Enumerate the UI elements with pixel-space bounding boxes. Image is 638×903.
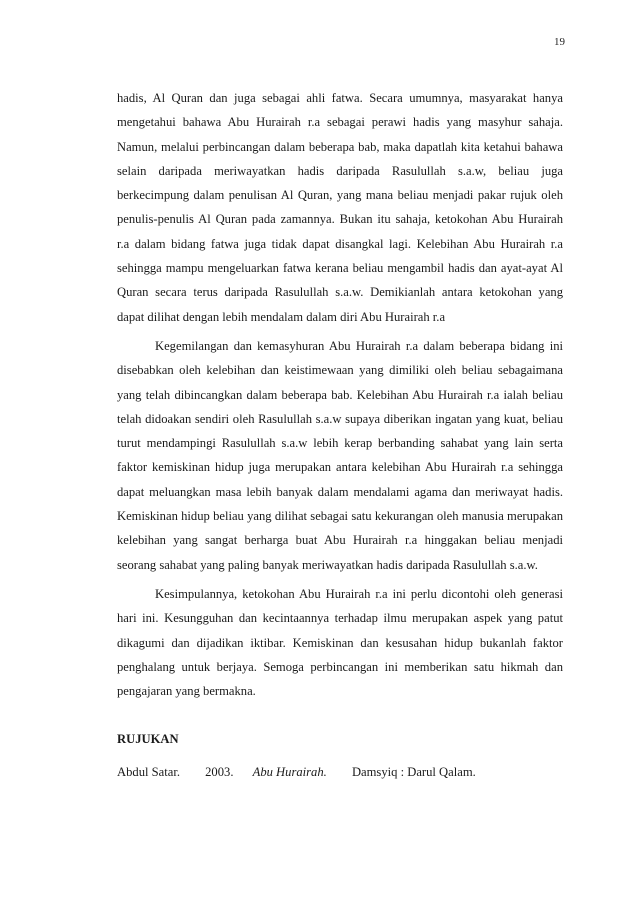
text-line: pengajaran yang bermakna. <box>117 684 256 699</box>
text-line: sehingga mampu mengeluarkan fatwa kerana beliau mengambil hadis dan ayat-ayat Al <box>117 261 563 276</box>
text-line: disebabkan oleh kelebihan dan keistimewaan yang dimiliki oleh beliau sebagaimana <box>117 363 563 378</box>
text-line: telah didoakan sendiri oleh Rasulullah s.a.w supaya diberikan ingatan yang kuat, beliau <box>117 411 563 426</box>
reference-title: Abu Hurairah. <box>252 765 327 779</box>
text-line: Kesimpulannya, ketokohan Abu Hurairah r.a ini perlu dicontohi oleh generasi <box>155 586 563 601</box>
text-line: Kegemilangan dan kemasyhuran Abu Hurairah r.a dalam beberapa bidang ini <box>155 338 563 353</box>
text-line: berkecimpung dalam penulisan Al Quran, yang mana beliau menjadi pakar rujuk oleh <box>117 188 563 203</box>
text-line: faktor kemiskinan hidup juga merupakan antara kelebihan Abu Hurairah r.a sehingga <box>117 460 563 475</box>
text-line: seorang sahabat yang paling banyak meriwayatkan hadis daripada Rasulullah s.a.w. <box>117 557 538 572</box>
text-line: Namun, melalui perbincangan dalam beberapa bab, maka dapatlah kita ketahui bahawa <box>117 139 563 154</box>
text-line: mengetahui bahawa Abu Hurairah r.a sebagai perawi hadis yang masyhur sahaja. <box>117 115 563 130</box>
page-number: 19 <box>554 36 565 48</box>
text-line: selain daripada meriwayatkan hadis daripada Rasulullah s.a.w, beliau juga <box>117 163 563 178</box>
reference-entry <box>117 760 563 784</box>
text-line: Quran secara terus daripada Rasulullah s.a.w. Demikianlah antara ketokohan yang <box>117 285 563 300</box>
reference-author: Abdul Satar. <box>117 765 180 779</box>
reference-publisher: Damsyiq : Darul Qalam. <box>351 765 476 779</box>
text-line: yang telah dibincangkan dalam beberapa bab. Kelebihan Abu Hurairah r.a ialah beliau <box>117 387 563 402</box>
text-line: kelebihan yang sangat berharga buat Abu Hurairah r.a hinggakan beliau menjadi <box>117 533 563 548</box>
text-line: hadis, Al Quran dan juga sebagai ahli fatwa. Secara umumnya, masyarakat hanya <box>117 91 563 105</box>
text-line: dikagumi dan dijadikan iktibar. Kemiskinan dan kesusahan hidup bukanlah faktor <box>117 635 563 650</box>
text-line: dapat dilihat dengan lebih mendalam dalam diri Abu Hurairah r.a <box>117 309 446 324</box>
text-line: Kemiskinan hidup beliau yang dilihat sebagai satu kekurangan oleh manusia merupakan <box>117 509 563 524</box>
body-text <box>117 86 563 703</box>
paragraph <box>117 582 563 703</box>
text-line: dapat meluangkan masa lebih banyak dalam mendalami agama dan meriwayat hadis. <box>117 484 563 499</box>
references-heading: RUJUKAN <box>117 732 179 746</box>
text-line: hari ini. Kesungguhan dan kecintaannya terhadap ilmu merupakan aspek yang patut <box>117 611 563 626</box>
text-line: turut mendampingi Rasulullah s.a.w lebih kerap berbanding sahabat yang lain serta <box>117 436 563 451</box>
text-line: penulis-penulis Al Quran pada zamannya. Bukan itu sahaja, ketokohan Abu Hurairah <box>117 212 563 227</box>
paragraph <box>117 86 563 329</box>
reference-year: 2003. <box>205 765 234 779</box>
text-line: r.a dalam bidang fatwa juga tidak dapat disangkal lagi. Kelebihan Abu Hurairah r.a <box>117 236 563 251</box>
text-line: penghalang untuk berjaya. Semoga perbincangan ini memberikan satu hikmah dan <box>117 659 563 674</box>
paragraph <box>117 334 563 577</box>
